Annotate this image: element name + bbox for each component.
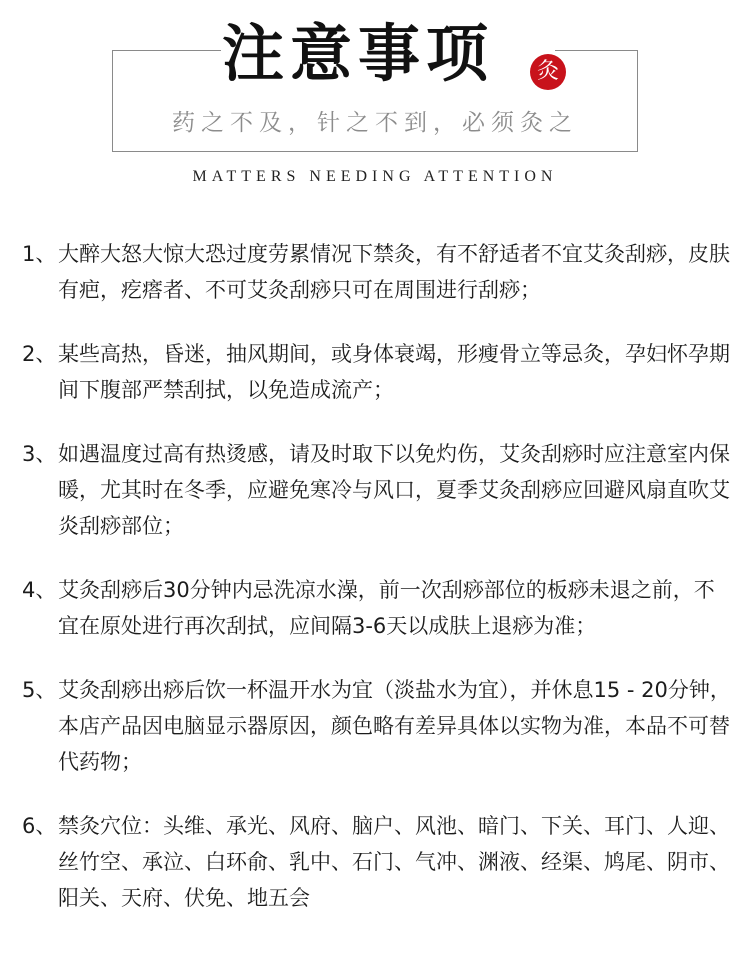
list-item [22, 672, 732, 780]
item-number: 5、 [22, 678, 57, 702]
item-number: 2、 [22, 342, 57, 366]
list-item [22, 436, 732, 544]
moxibustion-seal-icon: 灸 [530, 54, 566, 90]
list-item [22, 572, 732, 644]
subtitle: 药之不及，针之不到，必须灸之 [172, 110, 578, 136]
item-number: 3、 [22, 442, 57, 466]
item-text: 某些高热，昏迷，抽风期间，或身体衰竭，形瘦骨立等忌灸，孕妇怀孕期间下腹部严禁刮拭，以免造成流产； [58, 342, 730, 402]
list-item [22, 236, 732, 308]
list-item [22, 808, 732, 916]
item-text: 大醉大怒大惊大恐过度劳累情况下禁灸，有不舒适者不宜艾灸刮痧，皮肤有疤，疙瘩者、不可艾灸刮痧只可在周围进行刮痧； [58, 242, 730, 302]
item-number: 1、 [22, 242, 57, 266]
notice-list [22, 236, 732, 944]
item-text: 艾灸刮痧出痧后饮一杯温开水为宜（淡盐水为宜），并休息15 - 20分钟，本店产品因电脑显示器原因，颜色略有差异具体以实物为准，本品不可替代药物； [58, 678, 731, 774]
item-number: 6、 [22, 814, 57, 838]
page-title: 注意事项 [222, 17, 495, 90]
item-text: 如遇温度过高有热烫感，请及时取下以免灼伤，艾灸刮痧时应注意室内保暖，尤其时在冬季，应避免寒冷与风口，夏季艾灸刮痧应回避风扇直吹艾炎刮痧部位； [58, 442, 730, 538]
item-text: 禁灸穴位：头维、承光、风府、脑户、风池、暗门、下关、耳门、人迎、丝竹空、承泣、白环俞、乳中、石门、气冲、渊液、经渠、鸠尾、阴市、阳关、天府、伏免、地五会 [58, 814, 730, 910]
item-text: 艾灸刮痧后30分钟内忌洗凉水澡，前一次刮痧部位的板痧未退之前，不宜在原处进行再次刮拭，应间隔3-6天以成肤上退痧为准； [58, 578, 715, 638]
list-item [22, 336, 732, 408]
item-number: 4、 [22, 578, 57, 602]
english-title: MATTERS NEEDING ATTENTION [192, 168, 558, 185]
